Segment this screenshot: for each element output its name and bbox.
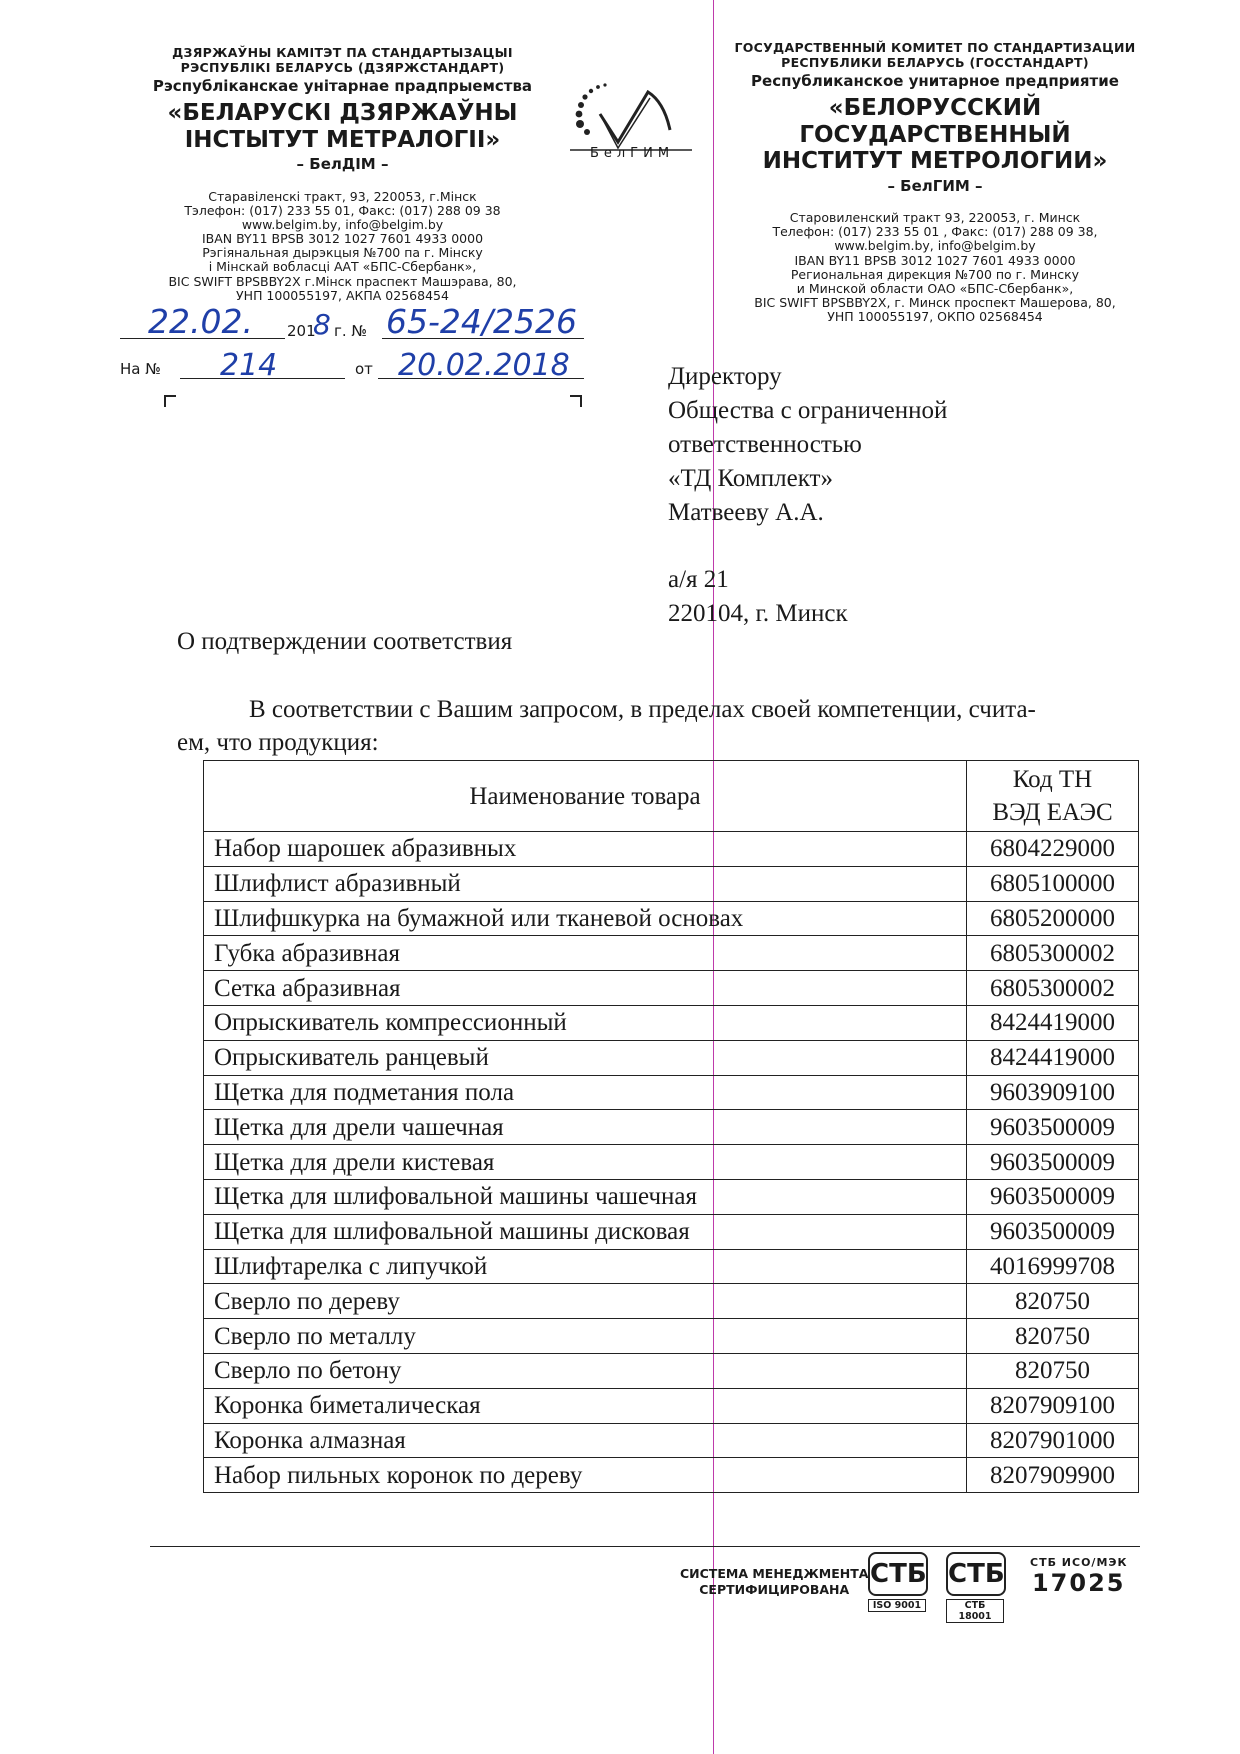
product-code-cell: 6805300002 [967, 936, 1139, 971]
table-row [204, 1353, 1139, 1388]
product-code-cell: 9603909100 [967, 1075, 1139, 1110]
committee-line-2: РЕСПУБЛИКИ БЕЛАРУСЬ (ГОССТАНДАРТ) [781, 54, 1089, 70]
address-line: IBAN BY11 BPSB 3012 1027 7601 4933 0000 [201, 231, 484, 247]
reply-label: На № [120, 360, 161, 378]
number-label: г. № [334, 322, 368, 340]
badge-label: СТБ 18001 [946, 1599, 1004, 1623]
address-line: www.belgim.by, info@belgim.by [834, 238, 1036, 254]
table-row [204, 1423, 1139, 1458]
stb-18001-certificate-mark [946, 1552, 1008, 1622]
product-code-cell: 6804229000 [967, 832, 1139, 867]
letterhead-belarusian [115, 46, 570, 303]
address-line: www.belgim.by, info@belgim.by [241, 217, 444, 232]
product-name-cell: Коронка алмазная [204, 1423, 967, 1458]
product-code-cell: 8424419000 [967, 1005, 1139, 1040]
reply-reference [120, 350, 600, 390]
product-name-cell: Щетка для шлифовальной машины чашечная [204, 1179, 967, 1214]
addressee-line: ответственностью [668, 431, 862, 458]
table-row [204, 1388, 1139, 1423]
table-row [204, 1214, 1139, 1249]
table-row [204, 1249, 1139, 1284]
addressee-line: Матвееву А.А. [668, 499, 824, 526]
table-row [204, 1005, 1139, 1040]
addressee-address-line: а/я 21 [668, 566, 729, 593]
product-name-cell: Губка абразивная [204, 936, 967, 971]
institute-name-line-2: ИНСТИТУТ МЕТРОЛОГИИ» [762, 148, 1108, 175]
system-caption-line-1: СИСТЕМА МЕНЕДЖМЕНТА [680, 1566, 869, 1581]
address-line: и Минской области ОАО «БПС-Сбербанк», [796, 280, 1074, 296]
corner-mark-right [570, 395, 582, 407]
paragraph-line: ем, что продукция: [177, 729, 379, 756]
product-name-cell: Набор шарошек абразивных [204, 832, 967, 867]
product-name-cell: Набор пильных коронок по дереву [204, 1458, 967, 1493]
product-code-cell: 820750 [967, 1284, 1139, 1319]
product-name-cell: Сверло по бетону [204, 1353, 967, 1388]
enterprise-type: Рэспубліканскае унітарнае прадпрыемства [152, 76, 533, 95]
institute-name-line-2: ІНСТЫТУТ МЕТРАЛОГІІ» [184, 126, 501, 153]
address-line: Региональная дирекция №700 по г. Минску [790, 266, 1080, 282]
product-name-cell: Сетка абразивная [204, 971, 967, 1006]
product-code-cell: 9603500009 [967, 1179, 1139, 1214]
product-code-cell: 820750 [967, 1353, 1139, 1388]
table-row [204, 1319, 1139, 1354]
table-row [204, 936, 1139, 971]
product-code-cell: 8424419000 [967, 1040, 1139, 1075]
product-name-cell: Шлифлист абразивный [204, 866, 967, 901]
addressee-line: «ТД Комплект» [668, 465, 833, 492]
table-row [204, 1075, 1139, 1110]
address-block [115, 190, 570, 303]
address-block [700, 211, 1170, 324]
header-tn-ved-code [967, 761, 1139, 832]
committee-line-1: ДЗЯРЖАЎНЫ КАМІТЭТ ПА СТАНДАРТЫЗАЦЫІ [172, 45, 513, 60]
address-line: Старовиленский тракт 93, 220053, г. Минск [789, 210, 1081, 226]
product-code-cell: 6805100000 [967, 866, 1139, 901]
header-code-line-2: ВЭД ЕАЭС [992, 799, 1113, 826]
iso-9001-certificate-mark [868, 1552, 930, 1614]
product-name-cell: Щетка для шлифовальной машины дисковая [204, 1214, 967, 1249]
institute-abbreviation: – БелДІМ – [296, 155, 389, 174]
address-line: УНП 100055197, ОКПО 02568454 [827, 309, 1043, 325]
table-header-row [204, 761, 1139, 832]
stb-standard-number: 17025 [1031, 1569, 1126, 1597]
product-name-cell: Щетка для дрели чашечная [204, 1110, 967, 1145]
address-line: УНП 100055197, АКПА 02568454 [236, 287, 449, 303]
header-product-name: Наименование товара [204, 761, 967, 832]
year-printed: 201 [287, 322, 316, 340]
institute-name-line-1: «БЕЛАРУСКІ ДЗЯРЖАЎНЫ [167, 100, 518, 127]
table-row [204, 832, 1139, 867]
from-label: от [355, 360, 373, 378]
table-row [204, 1145, 1139, 1180]
logo-text: БелГИМ [589, 146, 675, 161]
address-line: Тэлефон: (017) 233 55 01, Факс: (017) 288 09 38 [184, 202, 501, 218]
product-code-cell: 8207909900 [967, 1458, 1139, 1493]
letterhead-russian [700, 41, 1170, 324]
product-code-cell: 9603500009 [967, 1214, 1139, 1249]
table-row [204, 1458, 1139, 1493]
product-name-cell: Сверло по металлу [204, 1319, 967, 1354]
system-caption-line-2: СЕРТИФИЦИРОВАНА [699, 1582, 850, 1597]
corner-mark-left [164, 395, 176, 407]
header-code-line-1: Код ТН [1012, 766, 1093, 793]
year-handwritten: 8 [313, 308, 331, 341]
address-line: IBAN BY11 BPSB 3012 1027 7601 4933 0000 [794, 252, 1076, 268]
table-row [204, 1179, 1139, 1214]
stb-emblem-icon: СТБ [868, 1552, 928, 1596]
address-line: BIC SWIFT BPSBBY2X г.Мінск праспект Машэрава, 80, [168, 273, 517, 289]
table-row [204, 971, 1139, 1006]
handwritten-date: 22.02. [148, 302, 253, 341]
paragraph-line: В соответствии с Вашим запросом, в пределах своей компетенции, счита- [249, 696, 1036, 723]
product-name-cell: Шлифтарелка с липучкой [204, 1249, 967, 1284]
address-line: і Мінскай вобласці ААТ «БПС-Сбербанк», [208, 259, 477, 275]
management-system-caption [680, 1566, 868, 1598]
product-code-cell: 820750 [967, 1319, 1139, 1354]
product-code-cell: 8207909100 [967, 1388, 1139, 1423]
stb-standard-label: СТБ ИСО/МЭК [1030, 1556, 1128, 1569]
table-row [204, 1040, 1139, 1075]
address-line: Рэгіянальная дырэкцыя №700 па г. Мінску [202, 245, 483, 261]
badge-label: ISO 9001 [868, 1599, 926, 1612]
institute-abbreviation: – БелГИМ – [887, 176, 983, 195]
institute-name-line-1: «БЕЛОРУССКИЙ ГОСУДАРСТВЕННЫЙ [799, 95, 1071, 148]
address-line: Телефон: (017) 233 55 01 , Факс: (017) 288 09 38, [772, 224, 1098, 240]
stb-emblem-icon: СТБ [946, 1552, 1006, 1596]
enterprise-type: Республиканское унитарное предприятие [751, 71, 1119, 90]
product-name-cell: Щетка для дрели кистевая [204, 1145, 967, 1180]
body-paragraph [177, 693, 1177, 759]
addressee-address-line: 220104, г. Минск [668, 600, 848, 627]
outgoing-reference [120, 298, 600, 342]
product-name-cell: Щетка для подметания пола [204, 1075, 967, 1110]
committee-line-2: РЭСПУБЛІКІ БЕЛАРУСЬ (ДЗЯРЖСТАНДАРТ) [180, 59, 505, 75]
goods-table-wrapper [203, 760, 1139, 1493]
table-row [204, 901, 1139, 936]
table-row [204, 1284, 1139, 1319]
table-row [204, 1110, 1139, 1145]
product-name-cell: Шлифшкурка на бумажной или тканевой основах [204, 901, 967, 936]
address-line: Старавіленскі тракт, 93, 220053, г.Мінск [208, 188, 477, 204]
stb-iso-iec-17025-mark [1030, 1556, 1127, 1597]
product-code-cell: 4016999708 [967, 1249, 1139, 1284]
letter-subject: О подтверждении соответствия [177, 628, 513, 655]
address-line: BIC SWIFT BPSBBY2X, г. Минск проспект Машерова, 80, [754, 294, 1116, 310]
product-code-cell: 9603500009 [967, 1145, 1139, 1180]
product-name-cell: Опрыскиватель компрессионный [204, 1005, 967, 1040]
product-code-cell: 8207901000 [967, 1423, 1139, 1458]
committee-line-1: ГОСУДАРСТВЕННЫЙ КОМИТЕТ ПО СТАНДАРТИЗАЦИИ [734, 40, 1136, 55]
goods-table [203, 760, 1139, 1493]
product-code-cell: 9603500009 [967, 1110, 1139, 1145]
addressee-block [668, 360, 1228, 631]
product-code-cell: 6805300002 [967, 971, 1139, 1006]
table-row [204, 866, 1139, 901]
addressee-line: Общества с ограниченной [668, 397, 948, 424]
addressee-line: Директору [668, 363, 782, 390]
product-code-cell: 6805200000 [967, 901, 1139, 936]
product-name-cell: Сверло по дереву [204, 1284, 967, 1319]
product-name-cell: Опрыскиватель ранцевый [204, 1040, 967, 1075]
product-name-cell: Коронка биметалическая [204, 1388, 967, 1423]
handwritten-reply-number: 214 [220, 348, 278, 383]
belgim-logo [560, 82, 700, 172]
footer-divider [150, 1546, 1140, 1547]
handwritten-reply-date: 20.02.2018 [398, 348, 570, 383]
handwritten-number: 65-24/2526 [386, 302, 577, 341]
